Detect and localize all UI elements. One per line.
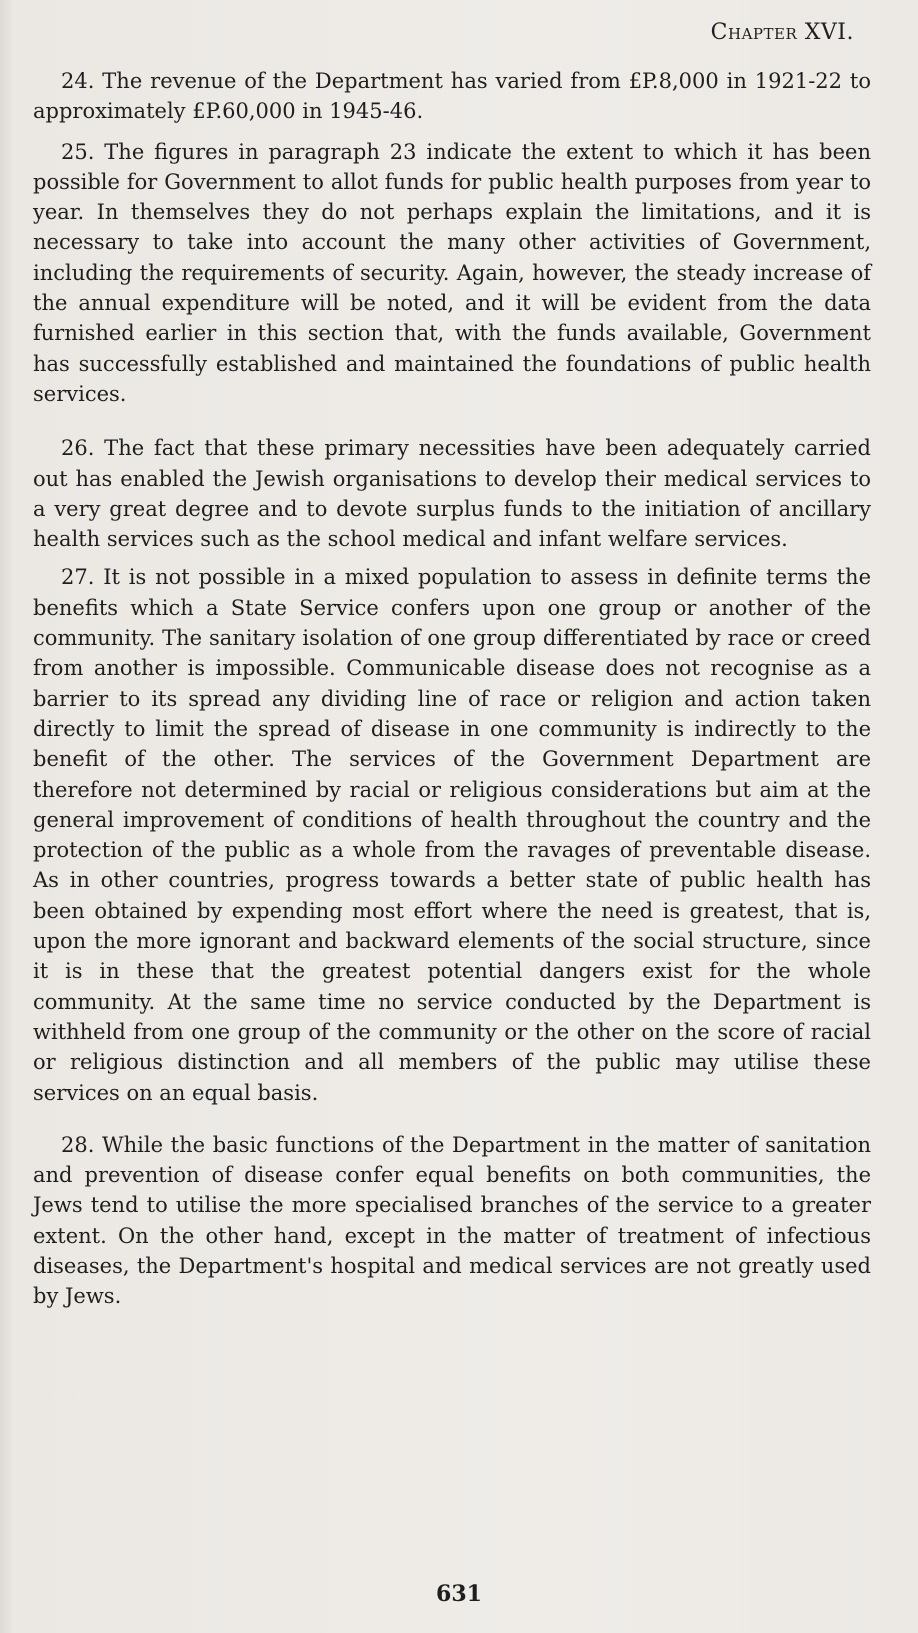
paragraph-25: 25. The figures in paragraph 23 indicate the extent to which it has been possible for Government to allot funds for public health purposes from year to year. In themselves they do not perhaps explain the limitations, and it is necessary to take into account the many other activities of Government, including the requirements of security. Again, however, the steady increase of the annual expenditure will be noted, and it will be evident from the data furnished earlier in this section that, with the funds available, Government has successfully established and maintained the foundations of public health services. <box>33 139 871 406</box>
page-number: 631 <box>436 1581 482 1607</box>
paragraph-28: 28. While the basic functions of the Department in the matter of sanitation and prevention of disease confer equal benefits on both communities, the Jews tend to utilise the more specialised branches of the service to a greater extent. On the other hand, except in the matter of treatment of infectious diseases, the Department's hospital and medical services are not greatly used by Jews. <box>33 1132 871 1309</box>
chapter-heading: Chapter XVI. <box>710 20 854 45</box>
paragraph-24: 24. The revenue of the Department has varied from £P.8,000 in 1921-22 to approximately £P.60,000 in 1945-46. <box>33 69 871 124</box>
paragraph-27: 27. It is not possible in a mixed population to assess in definite terms the benefits which a State Service confers upon one group or another of the community. The sanitary isolation of one group differentiated by race or creed from another is impossible. Communicable disease does not recognise as a barrier to its spread any dividing line of race or religion and action taken directly to limit the spread of disease in one community is indirectly to the benefit of the other. The services of the Government Department are therefore not determined by racial or religious considerations but aim at the general improvement of conditions of health throughout the country and the protection of the public as a whole from the ravages of preventable disease. As in other countries, progress towards a better state of public health has been obtained by expending most effort where the need is greatest, that is, upon the more ignorant and backward elements of the social structure, since it is in these that the greatest potential dangers exist for the whole community. At the same time no service conducted by the Department is withheld from one group of the community or the other on the score of racial or religious distinction and all members of the public may utilise these services on an equal basis. <box>33 565 871 1105</box>
body-text <box>33 66 871 1328</box>
paragraph-26: 26. The fact that these primary necessities have been adequately carried out has enabled the Jewish organisations to develop their medical services to a very great degree and to devote surplus funds to the initiation of ancillary health services such as the school medical and infant welfare services. <box>33 436 871 552</box>
